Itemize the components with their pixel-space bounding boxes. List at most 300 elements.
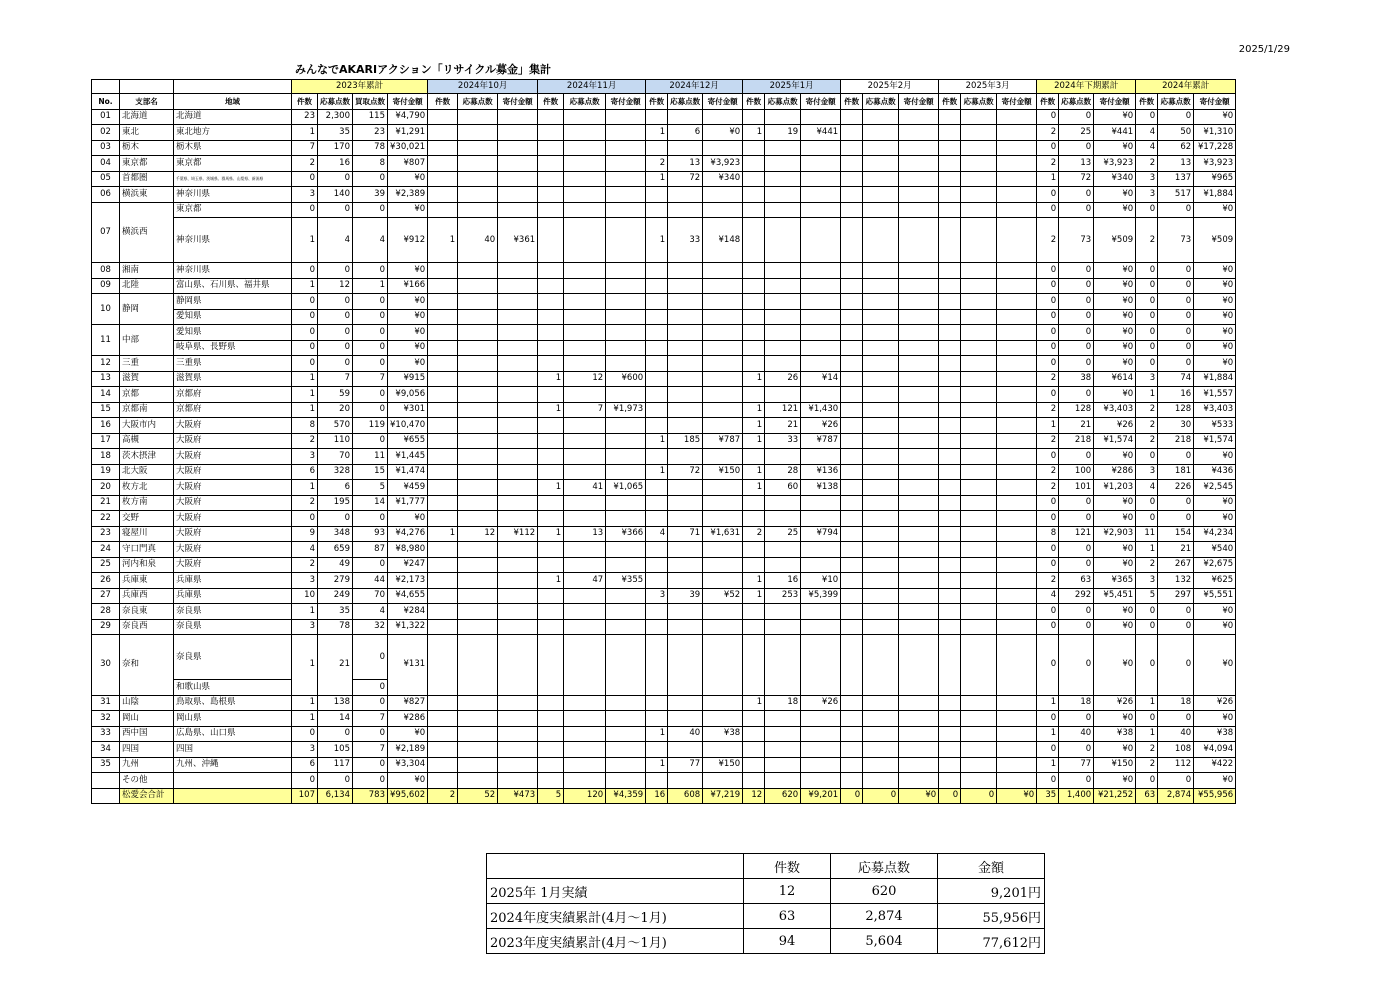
cell-2023: ¥912 — [388, 218, 428, 263]
cell-month — [841, 635, 863, 696]
cell-month — [606, 140, 646, 156]
cell-month — [765, 449, 801, 465]
cell-2023: 21 — [318, 635, 353, 696]
cell-month — [841, 726, 863, 742]
cell-month — [564, 125, 606, 141]
region: 静岡県 — [174, 294, 292, 310]
cell-h2: 0 — [1037, 109, 1059, 125]
cell-2024: 0 — [1136, 511, 1158, 527]
branch-name: 滋賀 — [120, 371, 174, 387]
region: 奈良県 — [174, 619, 292, 635]
cell-month: 1 — [646, 726, 668, 742]
cell-month — [538, 356, 564, 372]
cell-month — [668, 480, 703, 496]
cell-month — [564, 356, 606, 372]
total-month: 608 — [668, 788, 703, 804]
cell-month — [646, 109, 668, 125]
cell-month — [458, 604, 498, 620]
row-no — [92, 773, 120, 789]
cell-month — [961, 495, 997, 511]
cell-month — [743, 263, 765, 279]
cell-month — [841, 356, 863, 372]
cell-2024: 1 — [1136, 387, 1158, 403]
cell-month — [863, 604, 899, 620]
cell-month — [841, 371, 863, 387]
column-header: 買取点数 — [353, 94, 388, 110]
cell-month — [606, 278, 646, 294]
cell-2023: 328 — [318, 464, 353, 480]
cell-month — [841, 218, 863, 263]
cell-month: 60 — [765, 480, 801, 496]
cell-2023: ¥0 — [388, 325, 428, 341]
cell-h2: 0 — [1037, 387, 1059, 403]
cell-2023: 0 — [292, 726, 318, 742]
total-month: 2 — [428, 788, 458, 804]
region: 大阪府 — [174, 557, 292, 573]
cell-month: 1 — [743, 418, 765, 434]
cell-month — [899, 263, 939, 279]
cell-2024: ¥0 — [1194, 495, 1236, 511]
column-header: 件数 — [1136, 94, 1158, 110]
cell-2023: 0 — [292, 171, 318, 187]
total-2024: 63 — [1136, 788, 1158, 804]
cell-month — [961, 464, 997, 480]
cell-month — [863, 695, 899, 711]
cell-2023: 0 — [318, 340, 353, 356]
group-header: 2025年1月 — [743, 80, 841, 94]
cell-month — [939, 278, 961, 294]
cell-month — [458, 263, 498, 279]
row-no: 22 — [92, 511, 120, 527]
cell-month — [564, 757, 606, 773]
cell-2023: 1 — [292, 604, 318, 620]
cell-month — [841, 604, 863, 620]
cell-month — [538, 278, 564, 294]
cell-month: 1 — [646, 464, 668, 480]
summary-value: 77,612円 — [938, 929, 1045, 954]
total-row — [92, 788, 1236, 804]
cell-month — [939, 742, 961, 758]
cell-month — [743, 140, 765, 156]
region: 大阪府 — [174, 418, 292, 434]
cell-month — [997, 619, 1037, 635]
cell-month — [939, 187, 961, 203]
row-no: 34 — [92, 742, 120, 758]
cell-2024: ¥2,545 — [1194, 480, 1236, 496]
cell-month — [428, 573, 458, 589]
cell-month — [646, 742, 668, 758]
table-row — [92, 757, 1236, 773]
cell-2023: 44 — [353, 573, 388, 589]
cell-month — [668, 263, 703, 279]
cell-2023: 0 — [292, 202, 318, 218]
cell-month — [743, 711, 765, 727]
cell-2024: ¥509 — [1194, 218, 1236, 263]
branch-name: 守口門真 — [120, 542, 174, 558]
cell-2023: ¥915 — [388, 371, 428, 387]
cell-month — [765, 325, 801, 341]
cell-month — [564, 433, 606, 449]
cell-month — [458, 773, 498, 789]
cell-h2: 0 — [1037, 278, 1059, 294]
cell-2023: 0 — [353, 557, 388, 573]
cell-2024: 73 — [1158, 218, 1194, 263]
cell-month — [703, 202, 743, 218]
cell-2023: 0 — [353, 171, 388, 187]
table-row — [92, 218, 1236, 263]
cell-month — [899, 340, 939, 356]
cell-month — [498, 588, 538, 604]
total-month: 0 — [961, 788, 997, 804]
cell-month: ¥26 — [801, 695, 841, 711]
cell-2024: 0 — [1158, 511, 1194, 527]
cell-2023: 3 — [292, 573, 318, 589]
cell-2023: 39 — [353, 187, 388, 203]
table-row — [92, 635, 1236, 680]
cell-month — [899, 742, 939, 758]
cell-h2: 0 — [1059, 711, 1094, 727]
region: 大阪府 — [174, 526, 292, 542]
cell-2024: 0 — [1158, 202, 1194, 218]
cell-month — [538, 711, 564, 727]
cell-month — [458, 140, 498, 156]
cell-month — [939, 573, 961, 589]
cell-month — [899, 711, 939, 727]
total-2023: 783 — [353, 788, 388, 804]
cell-2024: 0 — [1136, 495, 1158, 511]
cell-h2: 8 — [1037, 526, 1059, 542]
cell-2023: 0 — [353, 726, 388, 742]
group-header: 2024年12月 — [646, 80, 743, 94]
cell-month — [646, 557, 668, 573]
cell-month — [606, 588, 646, 604]
cell-month — [765, 542, 801, 558]
cell-h2: ¥0 — [1094, 773, 1136, 789]
cell-month — [841, 418, 863, 434]
cell-month — [743, 187, 765, 203]
region: 四国 — [174, 742, 292, 758]
region: 大阪府 — [174, 511, 292, 527]
cell-month: 39 — [668, 588, 703, 604]
cell-month — [498, 711, 538, 727]
region: 広島県、山口県 — [174, 726, 292, 742]
cell-month — [863, 371, 899, 387]
cell-2023: 0 — [292, 356, 318, 372]
cell-month — [564, 449, 606, 465]
cell-month — [564, 635, 606, 696]
cell-month — [458, 588, 498, 604]
cell-month — [801, 757, 841, 773]
cell-h2: ¥3,923 — [1094, 156, 1136, 172]
cell-2023: 6 — [292, 464, 318, 480]
total-2023: 107 — [292, 788, 318, 804]
column-header: 件数 — [841, 94, 863, 110]
cell-2024: 2 — [1136, 418, 1158, 434]
cell-month — [743, 619, 765, 635]
cell-month — [668, 449, 703, 465]
cell-month — [606, 218, 646, 263]
cell-month — [646, 340, 668, 356]
cell-month — [498, 418, 538, 434]
cell-month: 1 — [646, 218, 668, 263]
cell-2024: 0 — [1136, 340, 1158, 356]
branch-name: 中部 — [120, 325, 174, 356]
cell-2024: 3 — [1136, 171, 1158, 187]
cell-h2: 0 — [1059, 340, 1094, 356]
cell-month — [765, 495, 801, 511]
cell-month — [743, 356, 765, 372]
cell-h2: ¥441 — [1094, 125, 1136, 141]
cell-2024: 1 — [1136, 695, 1158, 711]
cell-month — [841, 573, 863, 589]
cell-2024: ¥1,884 — [1194, 187, 1236, 203]
cell-2023: ¥10,470 — [388, 418, 428, 434]
cell-month — [606, 156, 646, 172]
cell-2023: 2 — [292, 433, 318, 449]
region: 東京都 — [174, 202, 292, 218]
cell-month — [997, 218, 1037, 263]
cell-month — [765, 757, 801, 773]
row-no: 31 — [92, 695, 120, 711]
branch-name: 大阪市内 — [120, 418, 174, 434]
cell-month — [646, 449, 668, 465]
cell-2023: ¥0 — [388, 511, 428, 527]
cell-month — [498, 635, 538, 696]
cell-month — [863, 480, 899, 496]
cell-month — [458, 402, 498, 418]
cell-month — [939, 418, 961, 434]
cell-2023: 119 — [353, 418, 388, 434]
cell-month — [564, 464, 606, 480]
cell-month — [961, 325, 997, 341]
cell-month — [841, 757, 863, 773]
cell-2024: 0 — [1158, 495, 1194, 511]
cell-month — [538, 511, 564, 527]
cell-month — [564, 202, 606, 218]
branch-name: 東北 — [120, 125, 174, 141]
cell-2023: ¥2,389 — [388, 187, 428, 203]
cell-2023: ¥4,276 — [388, 526, 428, 542]
column-header: 地域 — [174, 94, 292, 110]
cell-month — [538, 635, 564, 696]
summary-label: 2025年 1月実績 — [487, 879, 744, 904]
cell-month — [997, 202, 1037, 218]
cell-month — [939, 125, 961, 141]
cell-h2: ¥1,574 — [1094, 433, 1136, 449]
table-row — [92, 480, 1236, 496]
cell-2023: 7 — [353, 742, 388, 758]
cell-month — [703, 495, 743, 511]
table-row — [92, 387, 1236, 403]
cell-h2: 0 — [1059, 187, 1094, 203]
cell-month — [863, 171, 899, 187]
cell-month: ¥1,065 — [606, 480, 646, 496]
cell-month — [646, 619, 668, 635]
branch-name: 首都圏 — [120, 171, 174, 187]
row-no: 25 — [92, 557, 120, 573]
cell-month: 41 — [564, 480, 606, 496]
cell-month — [997, 402, 1037, 418]
row-no: 07 — [92, 202, 120, 263]
cell-month: ¥1,631 — [703, 526, 743, 542]
cell-2023: 0 — [318, 511, 353, 527]
cell-month — [668, 742, 703, 758]
cell-h2: ¥0 — [1094, 340, 1136, 356]
cell-month — [841, 340, 863, 356]
cell-h2: 0 — [1037, 294, 1059, 310]
cell-month — [428, 418, 458, 434]
cell-month — [939, 402, 961, 418]
summary-header: 金額 — [938, 854, 1045, 879]
cell-month — [743, 449, 765, 465]
cell-month — [646, 187, 668, 203]
cell-month — [801, 449, 841, 465]
cell-month: ¥150 — [703, 757, 743, 773]
table-row — [92, 171, 1236, 187]
cell-2024: ¥1,310 — [1194, 125, 1236, 141]
cell-2024: 112 — [1158, 757, 1194, 773]
cell-month — [939, 325, 961, 341]
cell-h2: ¥2,903 — [1094, 526, 1136, 542]
cell-2023: 6 — [292, 757, 318, 773]
cell-2024: 2 — [1136, 218, 1158, 263]
cell-month: 13 — [668, 156, 703, 172]
cell-month — [801, 495, 841, 511]
cell-month — [899, 511, 939, 527]
cell-h2: 2 — [1037, 371, 1059, 387]
cell-month: ¥136 — [801, 464, 841, 480]
column-header: 応募点数 — [863, 94, 899, 110]
cell-month — [801, 218, 841, 263]
summary-value: 2,874 — [831, 904, 938, 929]
cell-month — [428, 263, 458, 279]
cell-month — [997, 604, 1037, 620]
cell-2023: 1 — [292, 402, 318, 418]
cell-2024: ¥2,675 — [1194, 557, 1236, 573]
cell-2024: 74 — [1158, 371, 1194, 387]
cell-month — [997, 140, 1037, 156]
cell-month — [564, 187, 606, 203]
table-row — [92, 619, 1236, 635]
cell-month — [863, 294, 899, 310]
cell-month — [961, 278, 997, 294]
cell-month — [703, 573, 743, 589]
cell-month — [841, 526, 863, 542]
cell-h2: 1 — [1037, 171, 1059, 187]
branch-name: 京都南 — [120, 402, 174, 418]
row-no: 29 — [92, 619, 120, 635]
cell-month — [997, 125, 1037, 141]
cell-month — [538, 218, 564, 263]
cell-month — [939, 140, 961, 156]
cell-2024: ¥0 — [1194, 711, 1236, 727]
cell-h2: ¥340 — [1094, 171, 1136, 187]
cell-h2: 0 — [1037, 202, 1059, 218]
group-header: 2023年累計 — [292, 80, 428, 94]
cell-month: 1 — [646, 125, 668, 141]
cell-month — [801, 309, 841, 325]
region: 神奈川県 — [174, 263, 292, 279]
cell-month — [743, 387, 765, 403]
cell-month — [801, 773, 841, 789]
branch-name: 枚方北 — [120, 480, 174, 496]
cell-2023: ¥0 — [388, 171, 428, 187]
cell-month — [606, 309, 646, 325]
cell-h2: 0 — [1037, 356, 1059, 372]
cell-h2: ¥509 — [1094, 218, 1136, 263]
column-header: 寄付金額 — [997, 94, 1037, 110]
cell-month: 33 — [765, 433, 801, 449]
cell-month — [428, 742, 458, 758]
cell-month — [863, 140, 899, 156]
cell-month: ¥150 — [703, 464, 743, 480]
cell-2024: ¥965 — [1194, 171, 1236, 187]
row-no: 27 — [92, 588, 120, 604]
cell-month — [606, 757, 646, 773]
region: 滋賀県 — [174, 371, 292, 387]
cell-month — [997, 433, 1037, 449]
cell-month — [458, 340, 498, 356]
cell-h2: 2 — [1037, 433, 1059, 449]
table-row — [92, 773, 1236, 789]
summary-header — [487, 854, 744, 879]
cell-h2: 1 — [1037, 695, 1059, 711]
cell-2024: 62 — [1158, 140, 1194, 156]
cell-h2: 0 — [1037, 619, 1059, 635]
cell-h2: 1 — [1037, 726, 1059, 742]
cell-2024: 0 — [1158, 294, 1194, 310]
cell-h2: 0 — [1037, 187, 1059, 203]
cell-month — [606, 171, 646, 187]
cell-h2: 0 — [1037, 140, 1059, 156]
cell-month: 1 — [428, 526, 458, 542]
summary-value: 12 — [744, 879, 831, 904]
cell-month — [899, 387, 939, 403]
cell-2023: 0 — [318, 294, 353, 310]
cell-month — [841, 773, 863, 789]
cell-2024: 18 — [1158, 695, 1194, 711]
column-header: 件数 — [743, 94, 765, 110]
cell-month — [863, 187, 899, 203]
cell-month — [428, 480, 458, 496]
cell-month — [668, 511, 703, 527]
cell-month: 18 — [765, 695, 801, 711]
region: 大阪府 — [174, 449, 292, 465]
cell-month — [939, 294, 961, 310]
cell-month — [997, 480, 1037, 496]
region: 岐阜県、長野県 — [174, 340, 292, 356]
cell-h2: ¥0 — [1094, 109, 1136, 125]
cell-month — [703, 480, 743, 496]
cell-month — [743, 757, 765, 773]
cell-month — [564, 711, 606, 727]
cell-2024: 0 — [1158, 278, 1194, 294]
cell-2023: 4 — [292, 542, 318, 558]
cell-month — [863, 263, 899, 279]
cell-month — [841, 387, 863, 403]
cell-month — [961, 604, 997, 620]
cell-h2: 2 — [1037, 464, 1059, 480]
cell-month — [863, 418, 899, 434]
cell-month — [961, 588, 997, 604]
cell-month — [703, 309, 743, 325]
region: 大阪府 — [174, 433, 292, 449]
cell-month — [997, 773, 1037, 789]
cell-2024: ¥0 — [1194, 294, 1236, 310]
cell-2024: 2 — [1136, 402, 1158, 418]
cell-2023: 2,300 — [318, 109, 353, 125]
branch-name: 静岡 — [120, 294, 174, 325]
